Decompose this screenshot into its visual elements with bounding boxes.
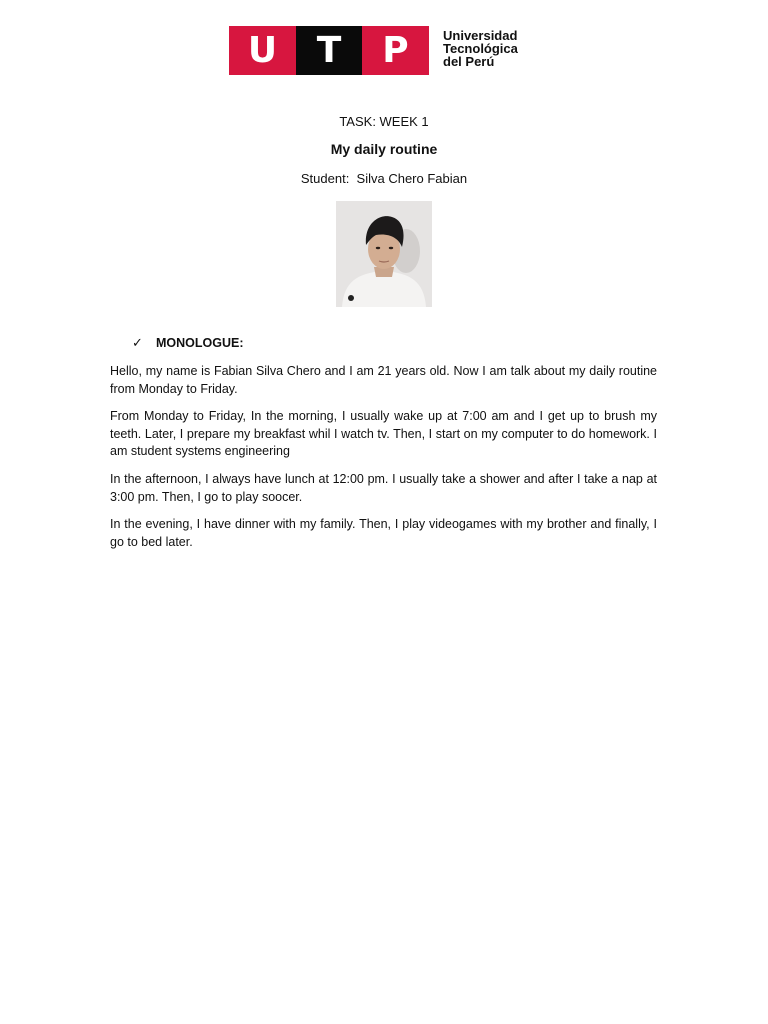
monologue-label: MONOLOGUE: xyxy=(156,336,244,350)
student-photo xyxy=(336,201,432,307)
university-name xyxy=(443,29,518,68)
paragraph-4: In the evening, I have dinner with my family. Then, I play videogames with my brother and finally, I go to bed later. xyxy=(110,517,657,549)
paragraph-2: From Monday to Friday, In the morning, I usually wake up at 7:00 am and I get up to brush my teeth. Later, I prepare my breakfast whil I watch tv. Then, I start on my computer to do homework. I am student systems engineering xyxy=(110,409,657,458)
utp-logo xyxy=(229,25,539,77)
logo-letter-p: P xyxy=(362,26,429,75)
student-name: Student: Silva Chero Fabian xyxy=(300,171,468,186)
logo-letter-u: U xyxy=(229,26,296,75)
task-label: TASK: WEEK 1 xyxy=(339,114,429,129)
monologue-heading xyxy=(132,335,244,351)
university-name-line-2: Tecnológica xyxy=(443,41,518,56)
paragraph-3: In the afternoon, I always have lunch at 12:00 pm. I usually take a shower and after I take a nap at 3:00 pm. Then, I go to play soocer. xyxy=(110,472,657,504)
paragraph-1: Hello, my name is Fabian Silva Chero and I am 21 years old. Now I am talk about my daily routine from Monday to Friday. xyxy=(110,364,657,396)
university-name-line-1: Universidad xyxy=(443,28,518,43)
logo-letter-t: T xyxy=(296,26,362,75)
university-name-line-3: del Perú xyxy=(443,54,495,69)
document-title: My daily routine xyxy=(330,141,438,157)
checkmark-icon: ✓ xyxy=(132,335,143,350)
